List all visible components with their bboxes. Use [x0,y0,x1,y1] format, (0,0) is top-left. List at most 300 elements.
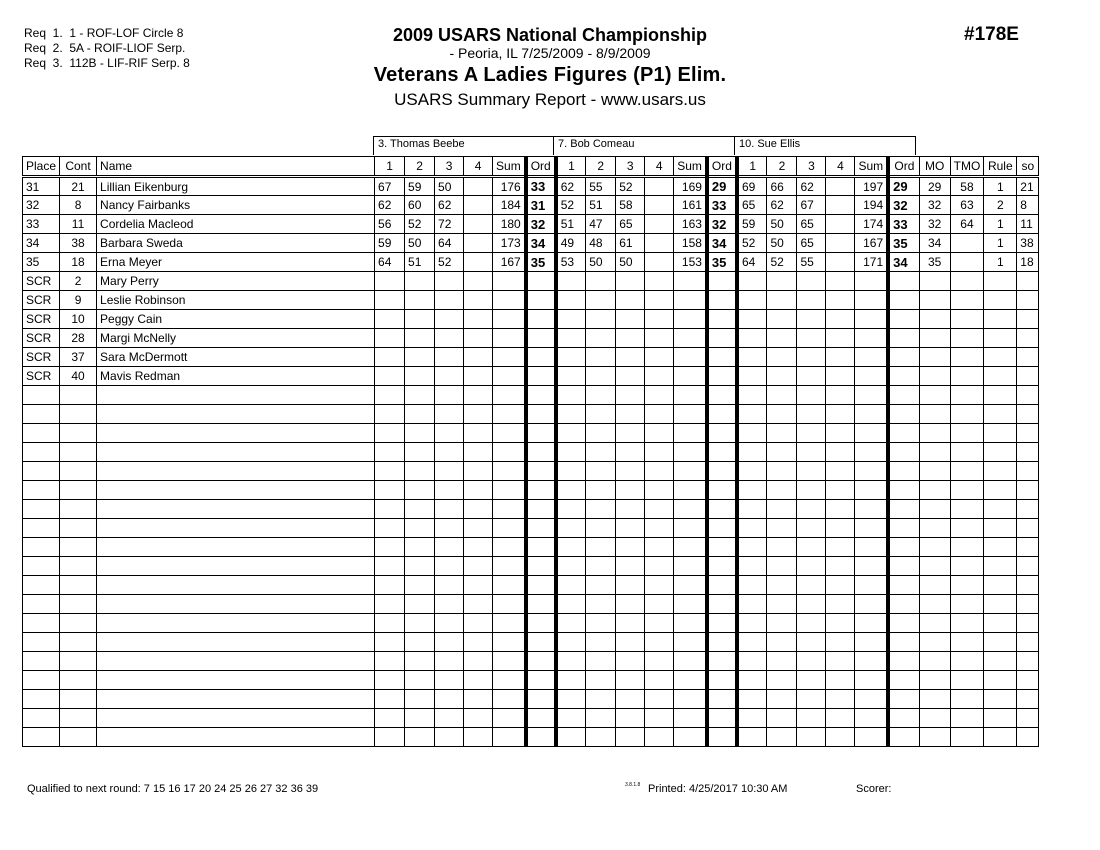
judge2-score3-cell [616,481,645,500]
judge3-score4-cell [826,557,855,576]
judge1-score4-cell [464,614,493,633]
judge2-score1-cell: 62 [556,177,586,196]
name-cell [97,728,375,747]
judge1-score3-cell [435,481,464,500]
judge3-score4-cell [826,671,855,690]
judge3-sum-cell [855,595,888,614]
col-j3-4: 4 [826,157,855,177]
judge1-score3-cell: 52 [435,253,464,272]
judge1-score1-cell [375,614,405,633]
judge1-ord-cell [526,671,556,690]
judge3-score1-cell [737,424,767,443]
judge2-score4-cell [645,462,674,481]
judge1-score3-cell: 64 [435,234,464,253]
judge2-score4-cell [645,671,674,690]
table-row [23,215,1039,234]
place-cell [23,519,60,538]
judge1-score3-cell [435,348,464,367]
judge1-sum-cell [493,405,526,424]
name-cell [97,671,375,690]
judge1-score4-cell [464,652,493,671]
judge1-score1-cell [375,462,405,481]
table-row [23,481,1039,500]
rule-cell: 1 [984,234,1017,253]
judge3-score1-cell: 59 [737,215,767,234]
judge1-score1-cell: 67 [375,177,405,196]
judge2-score2-cell [586,386,616,405]
judge2-ord-cell [707,310,737,329]
table-row [23,690,1039,709]
name-cell [97,576,375,595]
so-cell [1017,709,1039,728]
judge2-score2-cell [586,348,616,367]
judge2-ord-cell [707,728,737,747]
rule-cell [984,709,1017,728]
tiny-code: 3.8.1.8 [625,782,641,788]
so-cell [1017,614,1039,633]
judge3-sum-cell [855,576,888,595]
place-cell: SCR [23,291,60,310]
judge3-score4-cell [826,253,855,272]
judge2-sum-cell [674,728,707,747]
judge2-score3-cell [616,538,645,557]
judge1-score2-cell [405,728,435,747]
judge1-score4-cell [464,671,493,690]
judge2-score3-cell [616,386,645,405]
judge1-score3-cell [435,652,464,671]
judge1-ord-cell [526,557,556,576]
table-row [23,272,1039,291]
judge3-score3-cell [797,614,826,633]
judge2-score4-cell [645,500,674,519]
judge2-sum-cell [674,576,707,595]
so-cell [1017,386,1039,405]
judge1-ord-cell [526,500,556,519]
col-j3-sum: Sum [855,157,888,177]
judge3-score3-cell [797,690,826,709]
col-j2-sum: Sum [674,157,707,177]
judge2-score1-cell [556,614,586,633]
tmo-cell [950,538,984,557]
judge3-ord-cell: 29 [888,177,919,196]
rule-cell [984,367,1017,386]
judge1-score3-cell [435,576,464,595]
so-cell: 18 [1017,253,1039,272]
judge1-ord-cell [526,614,556,633]
judge3-sum-cell [855,557,888,576]
judge1-ord-cell [526,291,556,310]
cont-cell: 11 [60,215,97,234]
rule-cell [984,671,1017,690]
judge3-score4-cell [826,177,855,196]
judge2-score1-cell [556,462,586,481]
name-cell: Lillian Eikenburg [97,177,375,196]
judge1-score2-cell [405,291,435,310]
cont-cell [60,481,97,500]
judge3-sum-cell [855,709,888,728]
name-cell: Mary Perry [97,272,375,291]
judge1-score2-cell: 50 [405,234,435,253]
so-cell [1017,595,1039,614]
judge3-ord-cell [888,329,919,348]
judge1-score4-cell [464,424,493,443]
judge1-score4-cell [464,519,493,538]
judge1-score1-cell [375,709,405,728]
judge3-score2-cell [767,405,797,424]
so-cell [1017,690,1039,709]
judge1-score1-cell [375,728,405,747]
judge3-score2-cell [767,291,797,310]
judge2-score3-cell [616,595,645,614]
judge1-score3-cell [435,367,464,386]
judge3-score3-cell: 67 [797,196,826,215]
judge3-ord-cell [888,424,919,443]
judge1-score4-cell [464,310,493,329]
judge1-sum-cell [493,614,526,633]
judge1-score2-cell [405,405,435,424]
judge3-score2-cell [767,690,797,709]
scorer-label: Scorer: [856,783,892,795]
judge1-score2-cell [405,424,435,443]
requirements-list [24,26,190,71]
judge3-score1-cell [737,291,767,310]
judge2-sum-cell [674,671,707,690]
judge1-score4-cell [464,481,493,500]
judge2-ord-cell [707,690,737,709]
col-tmo: TMO [950,157,984,177]
name-cell: Cordelia Macleod [97,215,375,234]
so-cell [1017,367,1039,386]
table-row [23,177,1039,196]
rule-cell: 1 [984,177,1017,196]
judge2-score2-cell [586,310,616,329]
name-cell [97,652,375,671]
judge3-ord-cell [888,291,919,310]
judge1-score4-cell [464,728,493,747]
judge1-sum-cell: 184 [493,196,526,215]
judge3-ord-cell [888,690,919,709]
judge3-score3-cell [797,576,826,595]
judge1-score2-cell [405,557,435,576]
name-cell [97,633,375,652]
judge2-ord-cell [707,329,737,348]
so-cell [1017,633,1039,652]
rule-cell [984,576,1017,595]
judge2-score2-cell [586,500,616,519]
judge1-score1-cell: 59 [375,234,405,253]
cont-cell: 18 [60,253,97,272]
place-cell [23,462,60,481]
judge2-score3-cell [616,443,645,462]
judge1-ord-cell [526,519,556,538]
tmo-cell [950,709,984,728]
judge1-score1-cell [375,405,405,424]
judge2-score1-cell [556,633,586,652]
rule-cell [984,595,1017,614]
judge2-ord-cell: 32 [707,215,737,234]
location-dates: - Peoria, IL 7/25/2009 - 8/9/2009 [449,45,651,61]
judge2-score1-cell [556,405,586,424]
judge3-score2-cell [767,424,797,443]
judge3-sum-cell [855,633,888,652]
tmo-cell [950,728,984,747]
judge1-score3-cell: 62 [435,196,464,215]
judge2-sum-cell: 153 [674,253,707,272]
judge3-sum-cell: 197 [855,177,888,196]
judge1-score2-cell [405,690,435,709]
place-cell [23,481,60,500]
judge3-score4-cell [826,424,855,443]
judge3-score2-cell [767,329,797,348]
judge3-score2-cell: 62 [767,196,797,215]
place-cell: 32 [23,196,60,215]
judge1-sum-cell [493,291,526,310]
judge2-score3-cell [616,405,645,424]
so-cell [1017,519,1039,538]
name-cell: Erna Meyer [97,253,375,272]
place-cell [23,424,60,443]
judge3-score3-cell: 65 [797,234,826,253]
judge3-ord-cell [888,633,919,652]
judge1-score3-cell [435,614,464,633]
judge2-ord-cell: 29 [707,177,737,196]
judge1-score3-cell [435,538,464,557]
judge1-score2-cell [405,367,435,386]
judge2-score2-cell [586,405,616,424]
judge3-ord-cell [888,576,919,595]
judge3-score1-cell [737,614,767,633]
cont-cell [60,424,97,443]
tmo-cell [950,614,984,633]
judge3-sum-cell [855,329,888,348]
judge3-score1-cell [737,671,767,690]
judge1-score4-cell [464,196,493,215]
judge1-score3-cell [435,329,464,348]
mo-cell [919,652,950,671]
judge1-score1-cell [375,443,405,462]
place-cell [23,633,60,652]
report-name: USARS Summary Report - www.usars.us [394,90,706,109]
judge1-score3-cell [435,386,464,405]
judge3-score4-cell [826,272,855,291]
judge3-score3-cell [797,557,826,576]
judge1-score4-cell [464,215,493,234]
judge2-score4-cell [645,253,674,272]
judge2-sum-cell [674,462,707,481]
so-cell [1017,481,1039,500]
name-cell [97,595,375,614]
judge1-score2-cell [405,595,435,614]
tmo-cell [950,462,984,481]
name-cell [97,709,375,728]
so-cell [1017,462,1039,481]
judge1-score3-cell [435,690,464,709]
cont-cell [60,500,97,519]
col-j1-1: 1 [375,157,405,177]
tmo-cell [950,348,984,367]
cont-cell [60,652,97,671]
so-cell: 8 [1017,196,1039,215]
judge2-score2-cell [586,519,616,538]
judge2-sum-cell [674,291,707,310]
name-cell: Sara McDermott [97,348,375,367]
judge2-score3-cell [616,614,645,633]
col-j1-3: 3 [435,157,464,177]
judge1-score4-cell [464,462,493,481]
judge2-score2-cell [586,291,616,310]
name-cell: Peggy Cain [97,310,375,329]
judge1-sum-cell [493,329,526,348]
table-row [23,500,1039,519]
judge2-sum-cell [674,367,707,386]
judge2-score1-cell: 51 [556,215,586,234]
judge1-score4-cell [464,557,493,576]
judge2-sum-cell: 169 [674,177,707,196]
judge3-score2-cell [767,386,797,405]
judge3-score3-cell: 55 [797,253,826,272]
rule-cell [984,443,1017,462]
judge1-ord-cell: 35 [526,253,556,272]
judge3-score3-cell [797,291,826,310]
judge3-score1-cell [737,386,767,405]
judge2-score2-cell: 48 [586,234,616,253]
judge2-ord-cell [707,557,737,576]
judge1-sum-cell [493,310,526,329]
rule-cell [984,633,1017,652]
judge2-score1-cell [556,386,586,405]
place-cell [23,557,60,576]
judge1-score2-cell [405,481,435,500]
judge1-sum-cell: 176 [493,177,526,196]
rule-cell [984,538,1017,557]
judge3-score4-cell [826,196,855,215]
judge2-score2-cell: 55 [586,177,616,196]
judge2-score2-cell: 47 [586,215,616,234]
cont-cell [60,690,97,709]
judge3-score4-cell [826,462,855,481]
judge3-ord-cell [888,481,919,500]
judge3-sum-cell [855,462,888,481]
table-row [23,386,1039,405]
judge1-score3-cell [435,519,464,538]
judge1-score3-cell [435,462,464,481]
judge1-sum-cell [493,576,526,595]
name-cell [97,462,375,481]
col-j1-4: 4 [464,157,493,177]
mo-cell: 35 [919,253,950,272]
place-cell: SCR [23,348,60,367]
judge3-ord-cell [888,709,919,728]
judge1-score2-cell [405,329,435,348]
rule-cell: 1 [984,253,1017,272]
col-rule: Rule [984,157,1017,177]
table-row [23,652,1039,671]
judge1-score1-cell [375,367,405,386]
judge1-ord-cell: 31 [526,196,556,215]
judge3-sum-cell [855,538,888,557]
judge2-score1-cell [556,671,586,690]
judge2-ord-cell [707,671,737,690]
judge2-score2-cell [586,272,616,291]
judge1-score2-cell [405,462,435,481]
judge1-sum-cell [493,652,526,671]
judge1-score1-cell [375,652,405,671]
judge3-score2-cell [767,310,797,329]
judge2-ord-cell [707,595,737,614]
judge2-ord-cell [707,424,737,443]
judge1-sum-cell [493,557,526,576]
table-row [23,443,1039,462]
judge3-sum-cell [855,728,888,747]
judge1-score1-cell [375,671,405,690]
judge1-score2-cell [405,538,435,557]
judge1-ord-cell [526,462,556,481]
judge3-score1-cell [737,633,767,652]
judge3-score2-cell [767,272,797,291]
place-cell [23,671,60,690]
judge3-score1-cell [737,405,767,424]
judge1-ord-cell [526,272,556,291]
judge3-score2-cell [767,348,797,367]
place-cell [23,728,60,747]
judge2-score4-cell [645,291,674,310]
tmo-cell [950,481,984,500]
mo-cell [919,310,950,329]
judge3-score4-cell [826,633,855,652]
judge1-score3-cell [435,405,464,424]
judge3-sum-cell: 167 [855,234,888,253]
name-cell [97,538,375,557]
mo-cell: 29 [919,177,950,196]
table-row [23,234,1039,253]
cont-cell: 8 [60,196,97,215]
judge3-ord-cell: 35 [888,234,919,253]
judge3-score2-cell: 66 [767,177,797,196]
judge2-score2-cell [586,595,616,614]
judge1-score1-cell [375,424,405,443]
mo-cell [919,424,950,443]
rule-cell [984,405,1017,424]
judge3-ord-cell: 32 [888,196,919,215]
judge2-score3-cell [616,633,645,652]
tmo-cell [950,519,984,538]
judge2-score3-cell: 65 [616,215,645,234]
name-cell [97,519,375,538]
mo-cell [919,690,950,709]
judge3-score3-cell [797,500,826,519]
cont-cell: 21 [60,177,97,196]
judge3-score1-cell [737,690,767,709]
judge2-score4-cell [645,196,674,215]
judge1-score3-cell [435,424,464,443]
place-cell [23,386,60,405]
judge3-score2-cell [767,595,797,614]
judge3-score4-cell [826,595,855,614]
tmo-cell [950,234,984,253]
judge3-score3-cell [797,424,826,443]
judge3-score3-cell [797,633,826,652]
judge3-score1-cell [737,652,767,671]
judge2-score2-cell [586,424,616,443]
judge1-score1-cell [375,500,405,519]
judge3-ord-cell [888,614,919,633]
judge2-score2-cell [586,633,616,652]
judge3-score3-cell: 62 [797,177,826,196]
col-j3-2: 2 [767,157,797,177]
judge1-score1-cell [375,481,405,500]
judge-header-1: 3. Thomas Beebe [373,136,554,155]
judge3-ord-cell [888,652,919,671]
